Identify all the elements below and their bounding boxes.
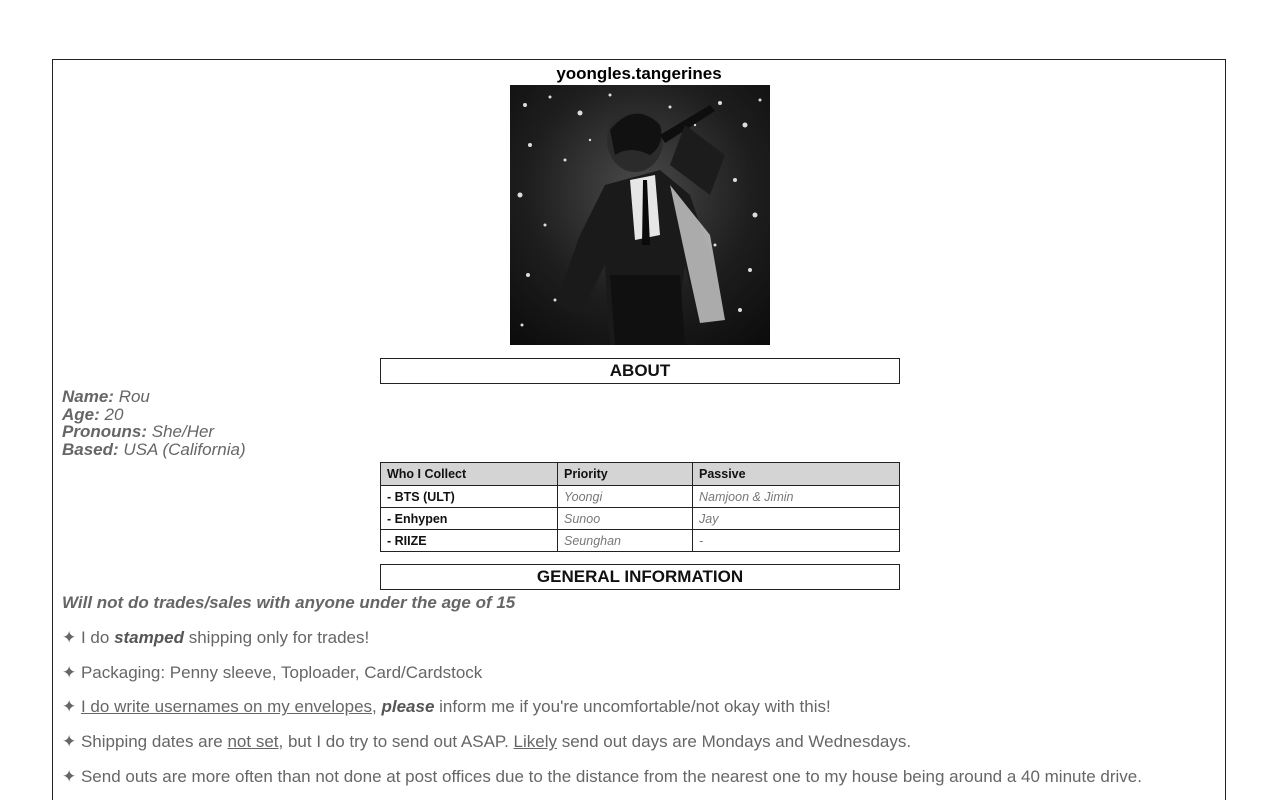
info-item-usernames xyxy=(62,698,1212,716)
star-bullet-icon: ✦ xyxy=(62,697,77,717)
about-pronouns-row xyxy=(62,423,246,441)
table-row xyxy=(381,486,900,508)
passive-cell: Jay xyxy=(693,508,900,530)
info-item-shipping xyxy=(62,733,1212,751)
underlined-text: not set xyxy=(227,732,279,752)
info-text: , xyxy=(372,697,382,717)
star-bullet-icon: ✦ xyxy=(62,627,77,647)
table-header-row xyxy=(381,463,900,486)
column-header-priority: Priority xyxy=(558,463,693,486)
profile-photo xyxy=(510,85,770,345)
passive-cell: - xyxy=(693,530,900,552)
collect-table xyxy=(380,462,900,552)
info-text: inform me if you're uncomfortable/not okay with this! xyxy=(434,697,831,717)
info-text: Send outs are more often than not done at post offices due to the distance from the nearest one to my house being around a 40 minute drive. xyxy=(76,766,1142,786)
about-details xyxy=(62,388,246,458)
info-item-packaging xyxy=(62,664,1212,682)
info-text: Packaging: Penny sleeve, Toploader, Card/Cardstock xyxy=(76,662,483,682)
underlined-text: Likely xyxy=(513,732,557,752)
table-row xyxy=(381,508,900,530)
column-header-who: Who I Collect xyxy=(381,463,558,486)
name-label: Name: xyxy=(62,387,114,406)
info-text: Shipping dates are xyxy=(76,732,228,752)
pronouns-label: Pronouns: xyxy=(62,422,147,441)
priority-cell: Seunghan xyxy=(558,530,693,552)
info-item-stamped xyxy=(62,629,1212,647)
priority-cell: Yoongi xyxy=(558,486,693,508)
info-text: I do xyxy=(76,627,115,647)
info-text: send out days are Mondays and Wednesdays. xyxy=(557,732,912,752)
about-heading: ABOUT xyxy=(380,358,900,384)
usernames-note: I do write usernames on my envelopes xyxy=(80,697,373,717)
age-label: Age: xyxy=(62,404,100,424)
based-label: Based: xyxy=(62,439,119,459)
age-warning: Will not do trades/sales with anyone under the age of 15 xyxy=(62,593,516,612)
column-header-passive: Passive xyxy=(693,463,900,486)
star-bullet-icon: ✦ xyxy=(62,662,77,682)
table-row xyxy=(381,530,900,552)
star-bullet-icon: ✦ xyxy=(62,766,77,786)
name-value: Rou xyxy=(118,387,150,406)
group-cell: - Enhypen xyxy=(381,508,558,530)
page-title: yoongles.tangerines xyxy=(556,64,722,83)
age-value: 20 xyxy=(104,404,124,424)
star-bullet-icon: ✦ xyxy=(62,732,77,752)
general-info-section xyxy=(62,594,1212,800)
based-value: USA (California) xyxy=(123,439,246,459)
info-text: shipping only for trades! xyxy=(183,627,370,647)
info-text: , but I do try to send out ASAP. xyxy=(278,732,514,752)
priority-cell: Sunoo xyxy=(558,508,693,530)
passive-cell: Namjoon & Jimin xyxy=(693,486,900,508)
about-name-row xyxy=(62,388,246,406)
pronouns-value: She/Her xyxy=(151,422,215,441)
emphasis-text: stamped xyxy=(114,627,184,647)
emphasis-text: please xyxy=(381,697,435,717)
about-age-row xyxy=(62,406,246,424)
group-cell: - BTS (ULT) xyxy=(381,486,558,508)
group-cell: - RIIZE xyxy=(381,530,558,552)
about-based-row xyxy=(62,441,246,459)
info-item-sendouts xyxy=(62,768,1212,786)
general-info-heading: GENERAL INFORMATION xyxy=(380,564,900,590)
profile-card xyxy=(52,59,1226,800)
